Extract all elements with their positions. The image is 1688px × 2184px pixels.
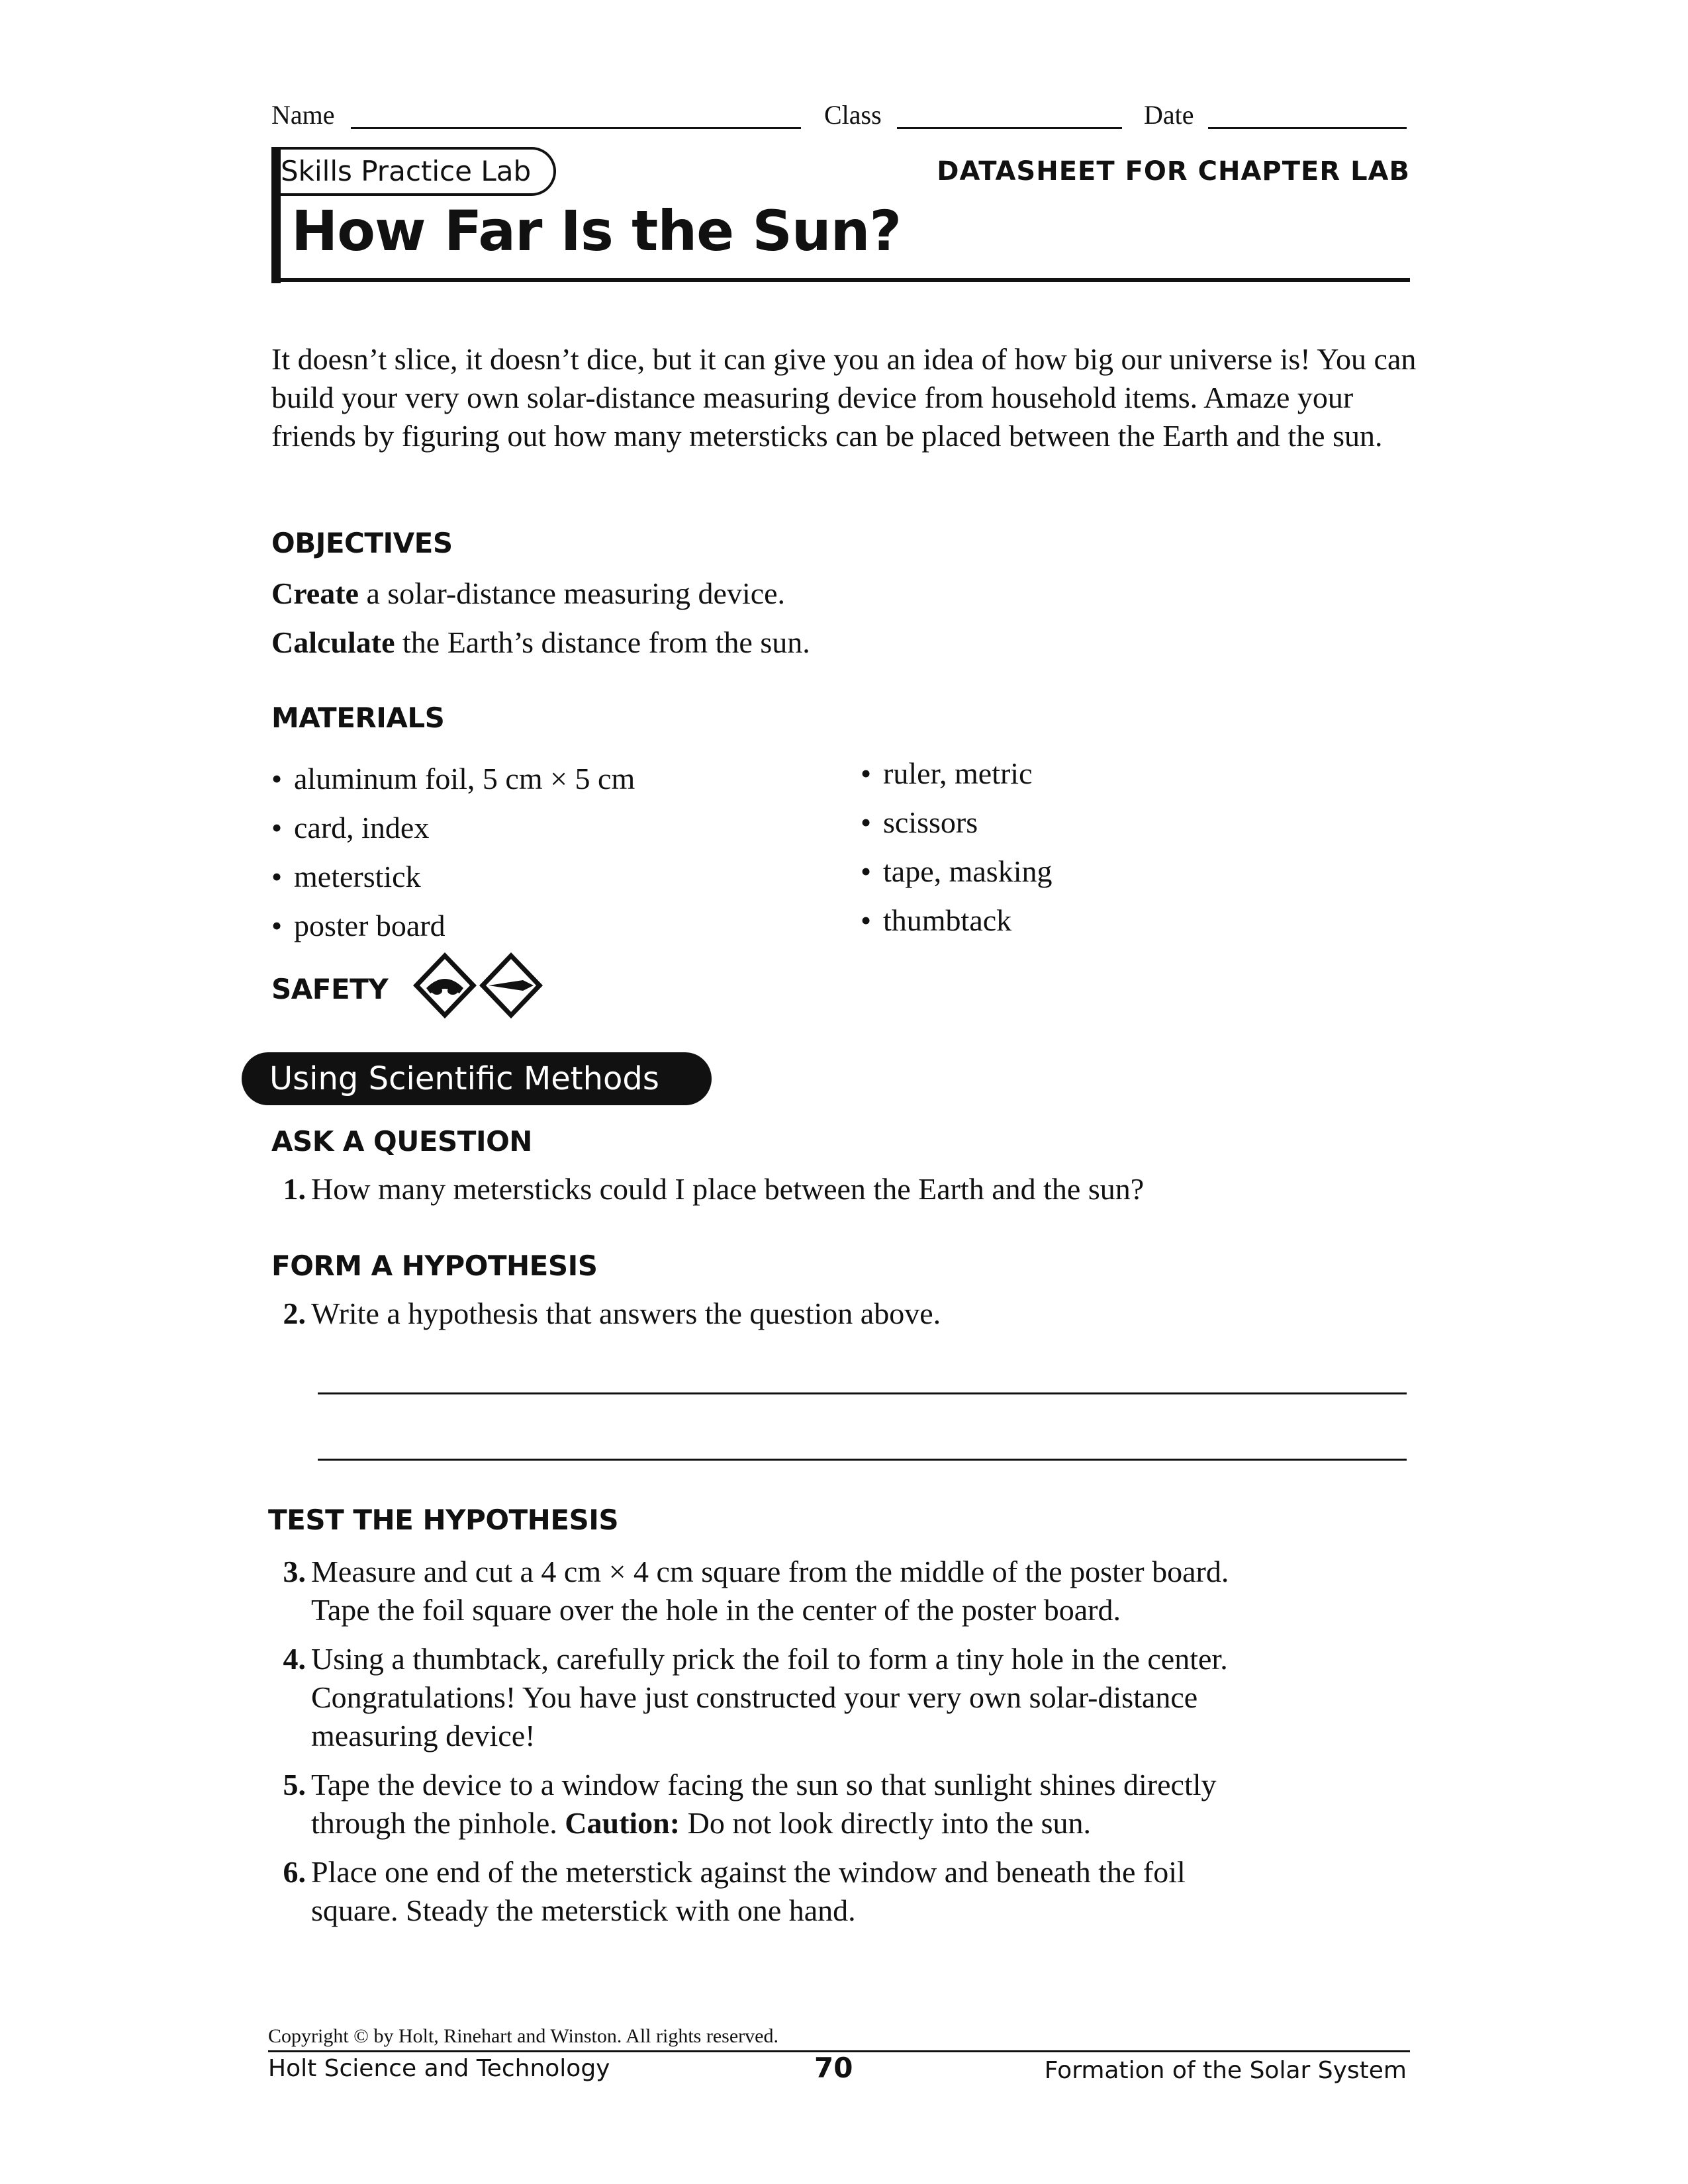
page-title: How Far Is the Sun?: [291, 199, 902, 263]
intro-paragraph: It doesn’t slice, it doesn’t dice, but it can give you an idea of how big our universe is! You can build your very own solar-distance measuring device from household items. Amaze your friends by figuring out how many metersticks can be placed between the Earth and the sun.: [271, 342, 1417, 453]
step-text-part: through the pinhole.: [311, 1806, 565, 1840]
ask-question-heading: ASK A QUESTION: [271, 1125, 532, 1158]
step-text: Measure and cut a 4 cm × 4 cm square from the middle of the poster board.: [311, 1555, 1229, 1588]
step-text: Tape the device to a window facing the sun so that sunlight shines directly: [311, 1768, 1217, 1801]
step-text: Congratulations! You have just constructed your very own solar-distance: [311, 1680, 1198, 1714]
list-item: • thumbtack: [861, 903, 1012, 937]
material-label: thumbtack: [883, 903, 1012, 937]
step-text: How many metersticks could I place between the Earth and the sun?: [311, 1172, 1145, 1206]
material-label: scissors: [883, 805, 978, 839]
step-number: 3.: [283, 1555, 306, 1588]
step-item: [271, 1170, 1423, 1208]
list-item: • aluminum foil, 5 cm × 5 cm: [271, 762, 635, 796]
step-text: Write a hypothesis that answers the question above.: [311, 1297, 941, 1330]
material-label: meterstick: [294, 860, 421, 893]
footer-book-title: Holt Science and Technology: [268, 2055, 610, 2082]
sharp-object-icon: [479, 952, 543, 1019]
step-item: [271, 1853, 1423, 1930]
step-item: [271, 1553, 1423, 1629]
materials-heading: MATERIALS: [271, 702, 445, 734]
objective-text: the Earth’s distance from the sun.: [395, 625, 810, 659]
material-label: aluminum foil, 5 cm × 5 cm: [294, 762, 635, 796]
copyright-text: Copyright © by Holt, Rinehart and Winston. All rights reserved.: [268, 2025, 778, 2047]
step-text: [271, 1804, 1423, 1843]
step-text: Place one end of the meterstick against the window and beneath the foil: [311, 1855, 1186, 1889]
date-label: Date: [1144, 100, 1194, 130]
objective-text: a solar-distance measuring device.: [358, 576, 786, 610]
list-item: • tape, masking: [861, 854, 1053, 888]
list-item: • ruler, metric: [861, 756, 1033, 790]
list-item: • poster board: [271, 909, 445, 942]
safety-icons: [410, 950, 549, 1023]
step-number: 5.: [283, 1768, 306, 1801]
safety-heading: SAFETY: [271, 973, 389, 1005]
list-item: • scissors: [861, 805, 978, 839]
material-label: poster board: [294, 909, 445, 942]
step-text: measuring device!: [311, 1719, 536, 1752]
name-label: Name: [271, 100, 335, 130]
list-item: • meterstick: [271, 860, 421, 893]
step-text-part: Do not look directly into the sun.: [680, 1806, 1092, 1840]
class-field[interactable]: [897, 127, 1122, 129]
objective-item: [271, 623, 810, 662]
methods-banner: Using Scientific Methods: [242, 1052, 712, 1105]
hypothesis-answer-line-2[interactable]: [318, 1459, 1407, 1461]
date-field[interactable]: [1208, 127, 1407, 129]
test-hypothesis-heading: TEST THE HYPOTHESIS: [268, 1504, 619, 1536]
list-item: • card, index: [271, 811, 430, 844]
objective-keyword: Create: [271, 576, 359, 610]
footer-chapter-title: Formation of the Solar System: [1044, 2057, 1407, 2084]
eye-protection-icon: [413, 952, 477, 1019]
material-label: ruler, metric: [883, 756, 1033, 790]
materials-list-right: [861, 754, 1053, 950]
caution-label: Caution:: [565, 1806, 680, 1840]
materials-list-left: [271, 760, 635, 956]
material-label: tape, masking: [883, 854, 1053, 888]
step-number: 4.: [283, 1642, 306, 1676]
objectives-heading: OBJECTIVES: [271, 527, 453, 559]
material-label: card, index: [294, 811, 430, 844]
class-label: Class: [824, 100, 882, 130]
name-field[interactable]: [351, 127, 801, 129]
hypothesis-heading: FORM A HYPOTHESIS: [271, 1250, 598, 1282]
datasheet-label: DATASHEET FOR CHAPTER LAB: [937, 156, 1410, 187]
step-item: [271, 1640, 1423, 1755]
step-item: [271, 1295, 1423, 1333]
title-rule: [271, 278, 1410, 282]
step-number: 2.: [283, 1297, 306, 1330]
page-number: 70: [814, 2052, 853, 2084]
hypothesis-answer-line-1[interactable]: [318, 1392, 1407, 1394]
step-text: Using a thumbtack, carefully prick the foil to form a tiny hole in the center.: [311, 1642, 1228, 1676]
objective-item: [271, 574, 785, 613]
objective-keyword: Calculate: [271, 625, 395, 659]
step-number: 6.: [283, 1855, 306, 1889]
step-text: square. Steady the meterstick with one hand.: [311, 1893, 856, 1927]
step-text: Tape the foil square over the hole in the center of the poster board.: [311, 1593, 1121, 1627]
lab-type-badge: Skills Practice Lab: [271, 147, 556, 196]
step-item: [271, 1766, 1423, 1843]
step-number: 1.: [283, 1172, 306, 1206]
